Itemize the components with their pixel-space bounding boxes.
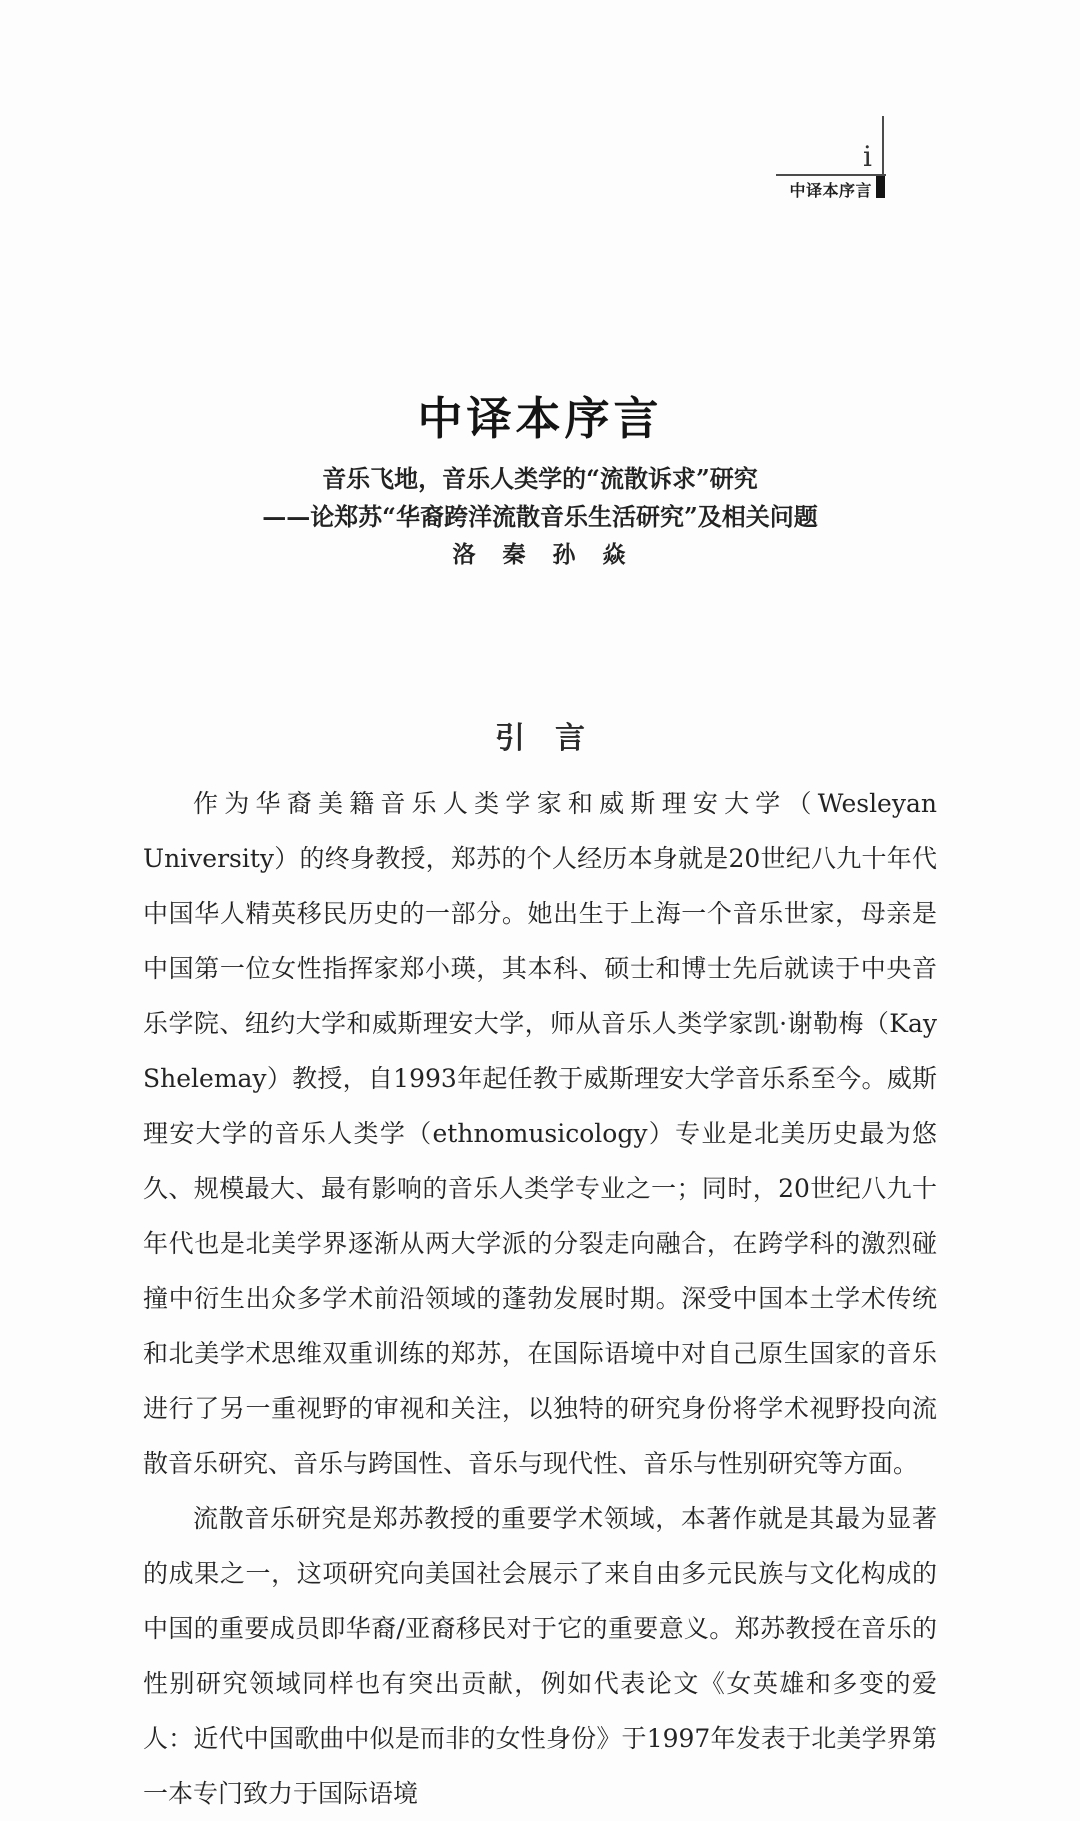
header-accent-bar bbox=[876, 176, 885, 198]
header-vertical-rule bbox=[882, 116, 884, 174]
authors: 洛 秦 孙 焱 bbox=[452, 541, 628, 568]
body-text bbox=[143, 776, 937, 1821]
running-header-title: 中译本序言 bbox=[789, 181, 872, 200]
paragraph-2: 流散音乐研究是郑苏教授的重要学术领域，本著作就是其最为显著的成果之一，这项研究向美国社会展示了来自由多元民族与文化构成的中国的重要成员即华裔/亚裔移民对于它的重要意义。郑苏教授在音乐的性别研究领域同样也有突出贡献，例如代表论文《女英雄和多变的爱人：近代中国歌曲中似是而非的女性身份》于1997年发表于北美学界第一本专门致力于国际语境 bbox=[143, 1504, 937, 1808]
header-rule bbox=[776, 174, 886, 176]
section-heading-introduction: 引 言 bbox=[495, 721, 585, 756]
subtitle-line-1: 音乐飞地，音乐人类学的“流散诉求”研究 bbox=[322, 464, 758, 493]
subtitle-line-2: ——论郑苏“华裔跨洋流散音乐生活研究”及相关问题 bbox=[262, 502, 818, 531]
paragraph-1: 作为华裔美籍音乐人类学家和威斯理安大学（Wesleyan University）的终身教授，郑苏的个人经历本身就是20世纪八九十年代中国华人精英移民历史的一部分。她出生于上海一个音乐世家，母亲是中国第一位女性指挥家郑小瑛，其本科、硕士和博士先后就读于中央音乐学院、纽约大学和威斯理安大学，师从音乐人类学家凯·谢勒梅（Kay Shelemay）教授，自1993年起任教于威斯理安大学音乐系至今。威斯理安大学的音乐人类学（ethnomusicology）专业是北美历史最为悠久、规模最大、最有影响的音乐人类学专业之一；同时，20世纪八九十年代也是北美学界逐渐从两大学派的分裂走向融合，在跨学科的激烈碰撞中衍生出众多学术前沿领域的蓬勃发展时期。深受中国本土学术传统和北美学术思维双重训练的郑苏，在国际语境中对自己原生国家的音乐进行了另一重视野的审视和关注，以独特的研究身份将学术视野投向流散音乐研究、音乐与跨国性、音乐与现代性、音乐与性别研究等方面。 bbox=[143, 789, 937, 1478]
page-number: i bbox=[863, 140, 872, 173]
page-title: 中译本序言 bbox=[417, 392, 663, 445]
